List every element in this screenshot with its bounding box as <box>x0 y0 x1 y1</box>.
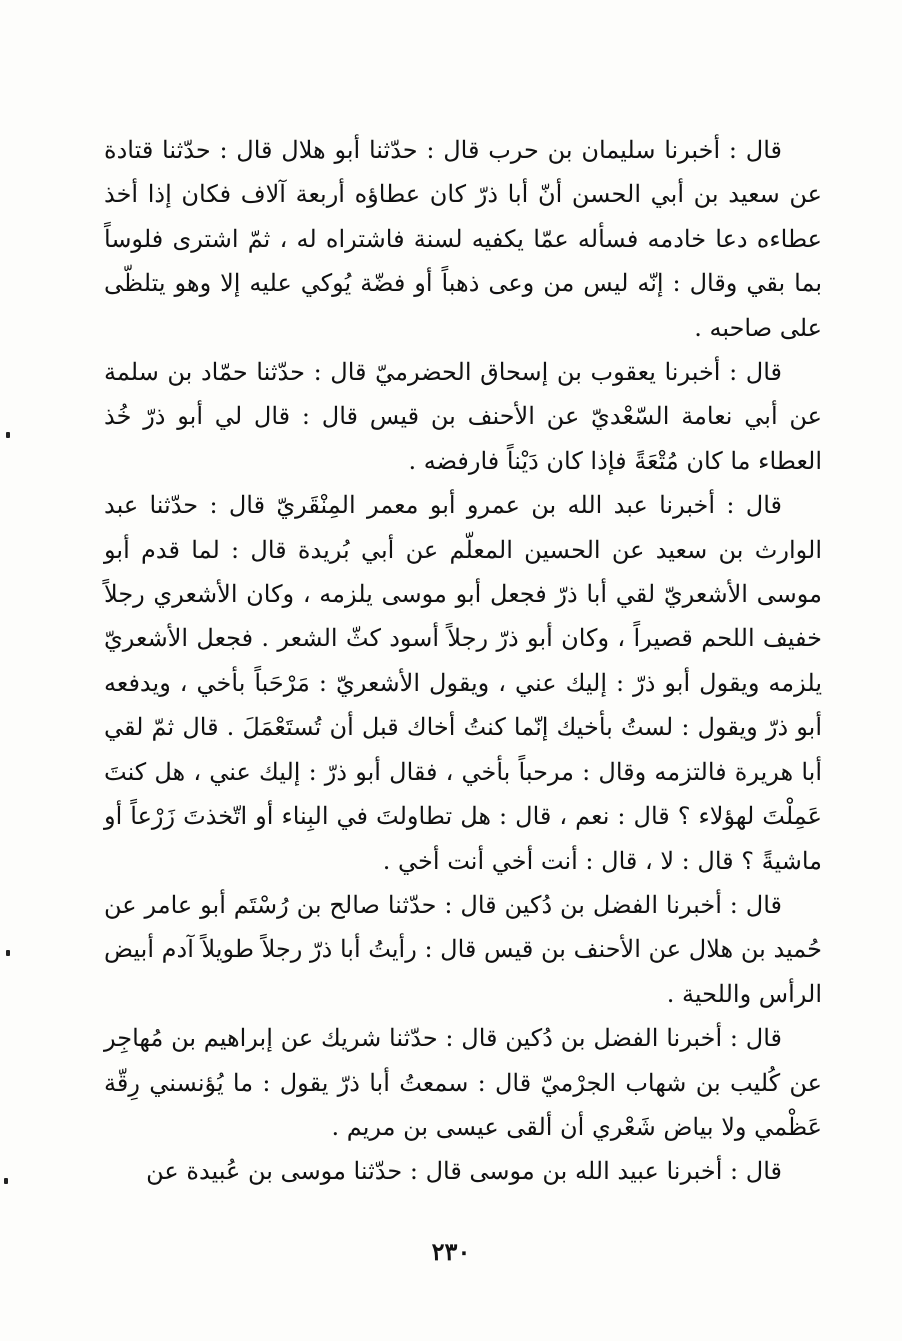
body-text <box>104 128 822 1194</box>
margin-mark <box>6 950 10 956</box>
paragraph-6: قال : أخبرنا عبيد الله بن موسى قال : حدّثنا موسى بن عُبيدة عن <box>146 1157 782 1186</box>
paragraph-5: قال : أخبرنا الفضل بن دُكين قال : حدّثنا شريك عن إبراهيم بن مُهاجِر عن كُليب بن شهاب الجرْميّ قال : سمعتُ أبا ذرّ يقول : ما يُؤنسني رِقّة عَظْمي ولا بياض شَعْري أن ألقى عيسى بن مريم . <box>104 1024 822 1141</box>
paragraph-4: قال : أخبرنا الفضل بن دُكين قال : حدّثنا صالح بن رُسْتَم أبو عامر عن حُميد بن هلال عن الأحنف بن قيس قال : رأيتُ أبا ذرّ رجلاً طويلاً آدم أبيض الرأس واللحية . <box>104 890 822 1008</box>
paragraph-1: قال : أخبرنا سليمان بن حرب قال : حدّثنا أبو هلال قال : حدّثنا قتادة عن سعيد بن أبي الحسن أنّ أبا ذرّ كان عطاؤه أربعة آلاف فكان إذا أخذ عطاءه دعا خادمه فسأله عمّا يكفيه لسنة فاشتراه له ، ثمّ اشترى فلوساً بما بقي وقال : إنّه ليس من وعى ذهباً أو فضّة يُوكي عليه إلا وهو يتلظّى على صاحبه . <box>104 136 822 342</box>
margin-mark <box>6 432 10 438</box>
page-number: ٢٣٠ <box>431 1237 471 1266</box>
paragraph-2: قال : أخبرنا يعقوب بن إسحاق الحضرميّ قال : حدّثنا حمّاد بن سلمة عن أبي نعامة السّعْديّ عن الأحنف بن قيس قال : قال لي أبو ذرّ خُذ العطاء ما كان مُتْعَةً فإذا كان دَيْناً فارفضه . <box>104 358 822 475</box>
paragraph-3: قال : أخبرنا عبد الله بن عمرو أبو معمر المِنْقَريّ قال : حدّثنا عبد الوارث بن سعيد عن الحسين المعلّم عن أبي بُريدة قال : لما قدم أبو موسى الأشعريّ لقي أبا ذرّ فجعل أبو موسى يلزمه ، وكان الأشعري رجلاً خفيف اللحم قصيراً ، وكان أبو ذرّ رجلاً أسود كثّ الشعر . فجعل الأشعريّ يلزمه ويقول أبو ذرّ : إليك عني ، ويقول الأشعريّ : مَرْحَباً بأخي ، ويدفعه أبو ذرّ ويقول : لستُ بأخيك إنّما كنتُ أخاك قبل أن تُستَعْمَلَ . قال ثمّ لقي أبا هريرة فالتزمه وقال : مرحباً بأخي ، فقال أبو ذرّ : إليك عني ، هل كنتَ عَمِلْتَ لهؤلاء ؟ قال : نعم ، قال : هل تطاولتَ في البِناء أو اتّخذتَ زَرْعاً أو ماشيةً ؟ قال : لا ، قال : أنت أخي أنت أخي . <box>104 491 822 875</box>
margin-mark <box>4 1178 8 1184</box>
